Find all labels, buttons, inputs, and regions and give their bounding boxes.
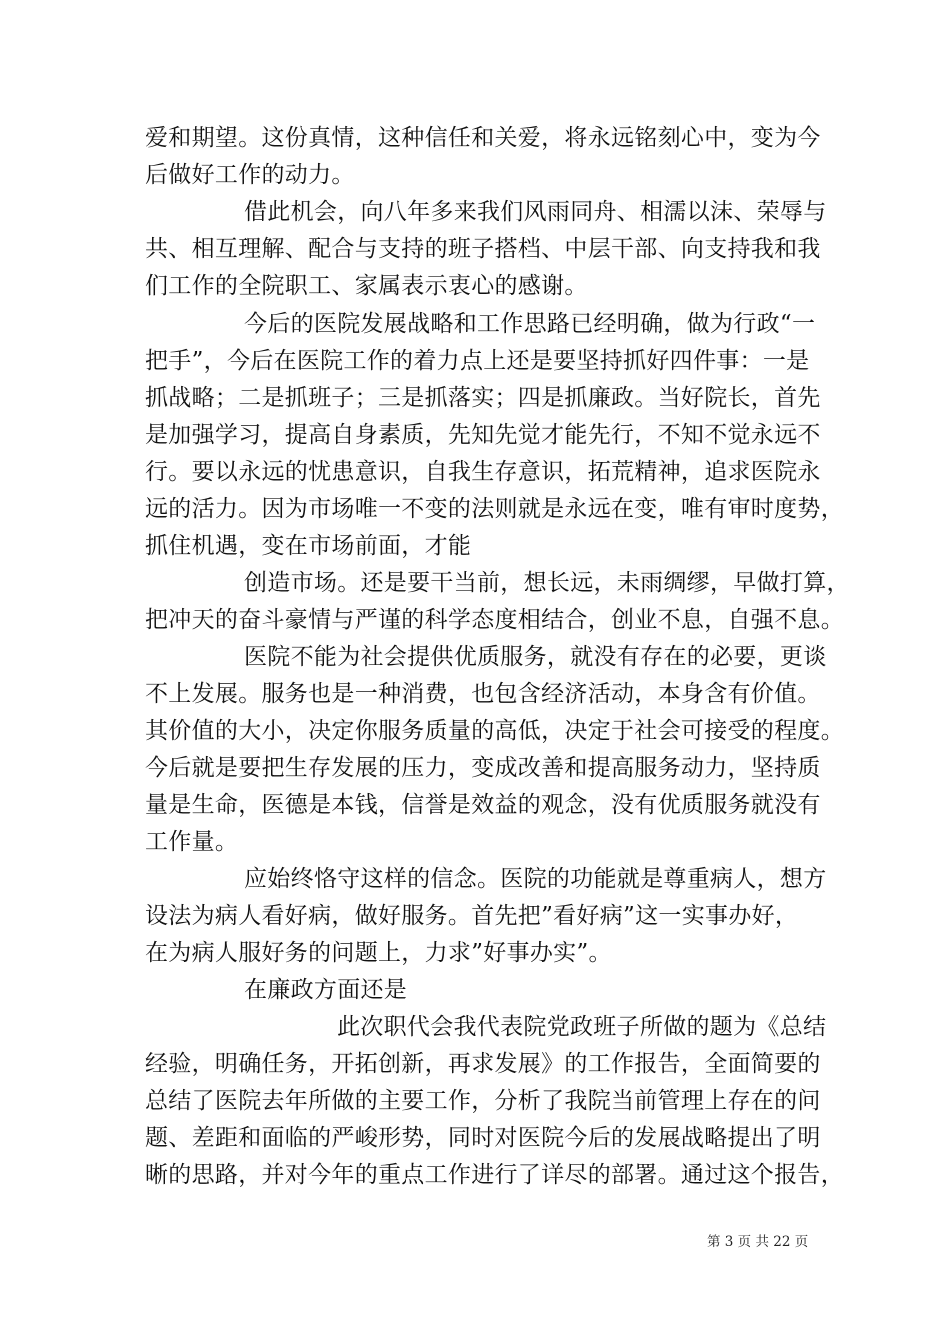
text-line: 在为病人服好务的问题上，力求”好事办实”。: [145, 940, 612, 966]
text-line: 把冲天的奋斗豪情与严谨的科学态度相结合，创业不息，自强不息。: [145, 607, 844, 633]
text-line: 此次职代会我代表院党政班子所做的题为《总结: [337, 1014, 827, 1040]
text-line: 抓战略；二是抓班子；三是抓落实；四是抓廉政。当好院长，首先: [145, 385, 821, 411]
text-line: 抓住机遇，变在市场前面，才能: [145, 533, 472, 559]
page-number-footer: 第 3 页 共 22 页: [707, 1234, 809, 1250]
text-line: 今后就是要把生存发展的压力，变成改善和提高服务动力，坚持质: [145, 755, 821, 781]
text-line: 今后的医院发展战略和工作思路已经明确，做为行政“一: [244, 311, 816, 337]
text-line: 经验，明确任务，开拓创新，再求发展》的工作报告，全面简要的: [145, 1051, 821, 1077]
text-line: 医院不能为社会提供优质服务，就没有存在的必要，更谈: [244, 644, 827, 670]
text-line: 行。要以永远的忧患意识，自我生存意识，拓荒精神，追求医院永: [145, 459, 821, 485]
text-line: 后做好工作的动力。: [145, 162, 355, 188]
text-line: 不上发展。服务也是一种消费，也包含经济活动，本身含有价值。: [145, 681, 821, 707]
text-line: 在廉政方面还是: [244, 977, 408, 1003]
text-line: 其价值的大小，决定你服务质量的高低，决定于社会可接受的程度。: [145, 718, 844, 744]
text-line: 把手”，今后在医院工作的着力点上还是要坚持抓好四件事：一是: [145, 348, 810, 374]
text-line: 创造市场。还是要干当前，想长远，未雨绸缪，早做打算，: [244, 570, 850, 596]
text-line: 远的活力。因为市场唯一不变的法则就是永远在变，唯有审时度势，: [145, 496, 844, 522]
text-line: 工作量。: [145, 829, 239, 855]
text-line: 借此机会，向八年多来我们风雨同舟、相濡以沫、荣辱与: [244, 199, 827, 225]
text-line: 量是生命，医德是本钱，信誉是效益的观念，没有优质服务就没有: [145, 792, 821, 818]
text-line: 们工作的全院职工、家属表示衷心的感谢。: [145, 273, 588, 299]
text-line: 共、相互理解、配合与支持的班子搭档、中层干部、向支持我和我: [145, 236, 821, 262]
text-line: 设法为病人看好病，做好服务。首先把”看好病”这一实事办好，: [145, 903, 799, 929]
text-line: 是加强学习，提高自身素质，先知先觉才能先行，不知不觉永远不: [145, 422, 821, 448]
text-line: 爱和期望。这份真情，这种信任和关爱，将永远铭刻心中，变为今: [145, 125, 821, 151]
text-line: 题、差距和面临的严峻形势，同时对医院今后的发展战略提出了明: [145, 1125, 821, 1151]
text-line: 晰的思路，并对今年的重点工作进行了详尽的部署。通过这个报告，: [145, 1162, 844, 1188]
text-line: 总结了医院去年所做的主要工作，分析了我院当前管理上存在的问: [145, 1088, 821, 1114]
text-line: 应始终恪守这样的信念。医院的功能就是尊重病人，想方: [244, 866, 827, 892]
